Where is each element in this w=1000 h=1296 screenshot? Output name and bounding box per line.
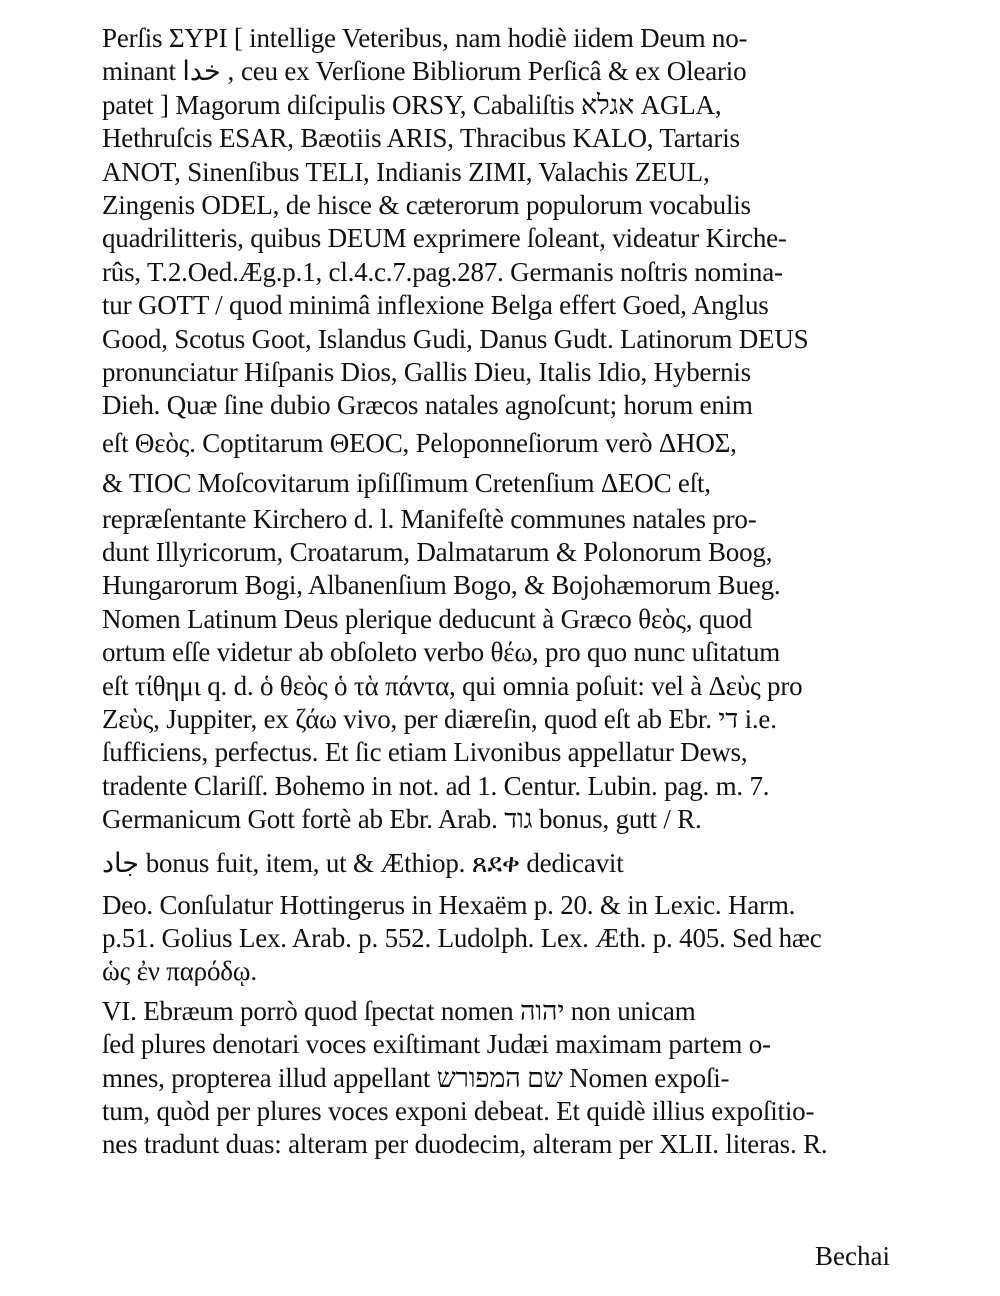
text-line: Perſis ΣΥΡΙ [ intellige Veteribus, nam hodiè iidem Deum no- — [102, 23, 748, 53]
text-line: repræſentante Kirchero d. l. Manifeſtè communes natales pro- — [102, 503, 757, 534]
text-line: Ζεὺς, Juppiter, ex ζάω vivo, per diæreſin, quod eſt ab Ebr. די i.e. — [102, 704, 777, 735]
text-line: eſt τίθημι q. d. ὁ θεὸς ὁ τὰ πάντα, qui omnia poſuit: vel à Δεὺς pro — [102, 670, 803, 701]
text-line: tur GOTT / quod minimâ inflexione Belga effert Goed, Anglus — [102, 290, 769, 321]
text-line: ANOT, Sinenſibus TELI, Indianis ZIMI, Valachis ZEUL, — [102, 156, 710, 187]
text-line: Zingenis ODEL, de hisce & cæterorum populorum vocabulis — [102, 189, 751, 220]
text-line: ὡς ἐν παρόδῳ. — [102, 956, 257, 987]
text-line: Nomen Latinum Deus plerique deducunt à Græco θεὸς, quod — [102, 603, 753, 634]
catchword: Bechai — [815, 1241, 890, 1271]
text-line: Deo. Conſulatur Hottingerus in Hexaëm p. 20. & in Lexic. Harm. — [102, 889, 796, 920]
text-line: & ΤΙΟϹ Moſcovitarum ipſiſſimum Cretenſium ΔΕΟϹ eſt, — [102, 467, 711, 498]
text-line: Hungarorum Bogi, Albanenſium Bogo, & Bojohæmorum Bueg. — [102, 570, 781, 601]
text-line: pronunciatur Hiſpanis Dios, Gallis Dieu, Italis Idio, Hybernis — [102, 356, 751, 387]
body-text — [102, 22, 902, 1162]
text-line: tum, quòd per plures voces exponi debeat. Et quidè illius expoſitio- — [102, 1095, 815, 1126]
text-line: p.51. Golius Lex. Arab. p. 552. Ludolph. Lex. Æth. p. 405. Sed hæc — [102, 922, 822, 953]
text-line: Hethruſcis ESAR, Bæotiis ARIS, Thracibus KALO, Tartaris — [102, 123, 740, 154]
text-line: ſufficiens, perfectus. Et ſic etiam Livonibus appellatur Dews, — [102, 737, 748, 768]
text-line: Good, Scotus Goot, Islandus Gudi, Danus Gudt. Latinorum DEUS — [102, 323, 809, 354]
text-line: rûs, T.2.Oed.Æg.p.1, cl.4.c.7.pag.287. Germanis noſtris nomina- — [102, 256, 783, 287]
text-line: dunt Illyricorum, Croatarum, Dalmatarum & Polonorum Boog, — [102, 537, 773, 568]
text-line: quadrilitteris, quibus DEUM exprimere ſoleant, videatur Kirche- — [102, 223, 787, 254]
text-line: patet ] Magorum diſcipulis ORSY, Cabaliſtis אגלא AGLA, — [102, 89, 722, 120]
text-line: VI. Ebræum porrò quod ſpectat nomen יהוה non unicam — [102, 995, 696, 1026]
text-line: Dieh. Quæ ſine dubio Græcos natales agnoſcunt; horum enim — [102, 390, 753, 421]
text-line: جاد bonus fuit, item, ut & Æthiop. ጸደቀ dedicavit — [102, 847, 624, 878]
text-line: tradente Clariſſ. Bohemo in not. ad 1. Centur. Lubin. pag. m. 7. — [102, 770, 770, 801]
text-line: eſt Θεὸς. Coptitarum ΘΕΟϹ, Peloponneſiorum verò ΔΗΟΣ, — [102, 427, 737, 458]
text-line: nes tradunt duas: alteram per duodecim, alteram per XLII. literas. R. — [102, 1129, 828, 1160]
text-line: minant خدا , ceu ex Verſione Bibliorum Perſicâ & ex Oleario — [102, 56, 747, 87]
text-line: ortum eſſe videtur ab obſoleto verbo θέω, pro quo nunc uſitatum — [102, 637, 781, 668]
text-line: Germanicum Gott fortè ab Ebr. Arab. גוד bonus, gutt / R. — [102, 804, 702, 835]
text-line: mnes, propterea illud appellant שם המפורש Nomen expoſi- — [102, 1062, 730, 1093]
text-line: ſed plures denotari voces exiſtimant Judæi maximam partem o- — [102, 1029, 771, 1060]
